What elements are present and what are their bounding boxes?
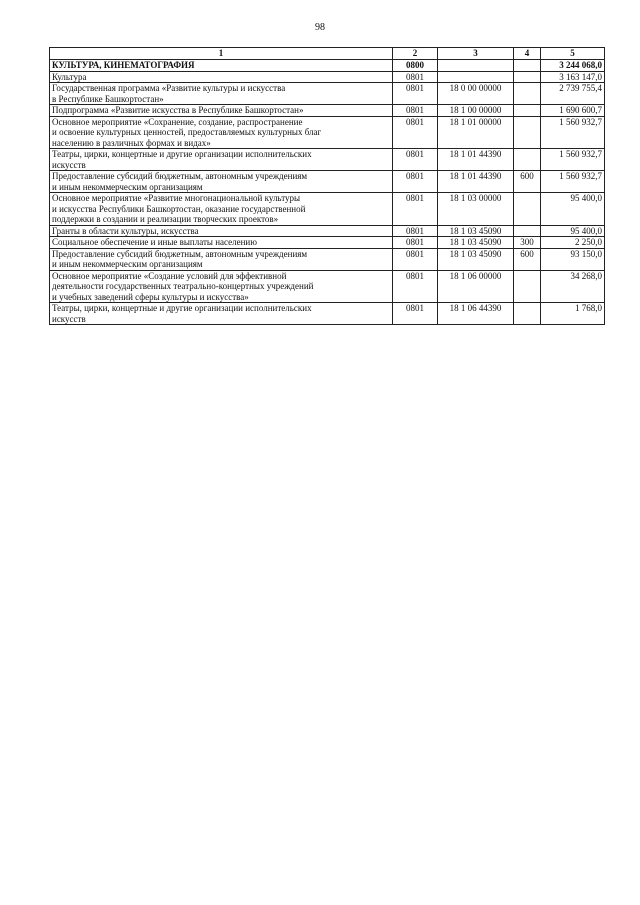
cell-name: Предоставление субсидий бюджетным, автономным учреждениям и иным некоммерческим организациям (50, 171, 393, 193)
cell-type (514, 116, 541, 149)
cell-name: Государственная программа «Развитие культуры и искусства в Республике Башкортостан» (50, 83, 393, 105)
cell-code: 18 1 01 44390 (438, 149, 514, 171)
cell-type (514, 225, 541, 237)
table-row (50, 193, 605, 226)
cell-type (514, 149, 541, 171)
table-row (50, 105, 605, 117)
table-row (50, 303, 605, 325)
cell-section: 0801 (393, 303, 438, 325)
cell-section: 0801 (393, 225, 438, 237)
cell-type (514, 83, 541, 105)
cell-name: Социальное обеспечение и иные выплаты населению (50, 237, 393, 249)
cell-amount: 2 250,0 (541, 237, 605, 249)
cell-name: Театры, цирки, концертные и другие организации исполнительских искусств (50, 149, 393, 171)
table-body (50, 60, 605, 325)
column-header-3: 3 (438, 48, 514, 60)
cell-section: 0801 (393, 270, 438, 303)
cell-code: 18 1 01 00000 (438, 116, 514, 149)
cell-name: Гранты в области культуры, искусства (50, 225, 393, 237)
cell-type: 300 (514, 237, 541, 249)
cell-name: Предоставление субсидий бюджетным, автономным учреждениям и иным некоммерческим организациям (50, 248, 393, 270)
cell-name: Подпрограмма «Развитие искусства в Республике Башкортостан» (50, 105, 393, 117)
cell-name: Культура (50, 71, 393, 83)
cell-type: 600 (514, 171, 541, 193)
cell-section: 0801 (393, 171, 438, 193)
column-header-4: 4 (514, 48, 541, 60)
cell-section: 0800 (393, 60, 438, 72)
cell-code: 18 1 00 00000 (438, 105, 514, 117)
cell-amount: 1 560 932,7 (541, 171, 605, 193)
cell-code: 18 1 03 45090 (438, 237, 514, 249)
cell-name: Театры, цирки, концертные и другие организации исполнительских искусств (50, 303, 393, 325)
cell-code: 18 0 00 00000 (438, 83, 514, 105)
cell-amount: 1 690 600,7 (541, 105, 605, 117)
cell-section: 0801 (393, 193, 438, 226)
cell-section: 0801 (393, 149, 438, 171)
cell-code (438, 60, 514, 72)
cell-code: 18 1 03 00000 (438, 193, 514, 226)
cell-amount: 3 244 068,0 (541, 60, 605, 72)
cell-amount: 34 268,0 (541, 270, 605, 303)
table-row (50, 270, 605, 303)
table-row (50, 225, 605, 237)
cell-amount: 1 768,0 (541, 303, 605, 325)
cell-code: 18 1 01 44390 (438, 171, 514, 193)
table-row (50, 71, 605, 83)
cell-name: Основное мероприятие «Сохранение, создание, распространение и освоение культурных ценностей, предоставляемых культурных благ населению в различных формах и видах» (50, 116, 393, 149)
table-row (50, 83, 605, 105)
cell-amount: 2 739 755,4 (541, 83, 605, 105)
cell-amount: 95 400,0 (541, 225, 605, 237)
page-number: 98 (315, 22, 325, 33)
cell-section: 0801 (393, 105, 438, 117)
cell-amount: 93 150,0 (541, 248, 605, 270)
table-header-row (50, 48, 605, 60)
cell-section: 0801 (393, 248, 438, 270)
budget-table (49, 47, 605, 325)
cell-code (438, 71, 514, 83)
table-row (50, 116, 605, 149)
cell-code: 18 1 06 00000 (438, 270, 514, 303)
cell-type (514, 270, 541, 303)
cell-type (514, 60, 541, 72)
table-row (50, 149, 605, 171)
cell-section: 0801 (393, 116, 438, 149)
cell-type (514, 105, 541, 117)
cell-amount: 3 163 147,0 (541, 71, 605, 83)
cell-section: 0801 (393, 71, 438, 83)
cell-code: 18 1 06 44390 (438, 303, 514, 325)
cell-code: 18 1 03 45090 (438, 248, 514, 270)
cell-name: Основное мероприятие «Развитие многонациональной культуры и искусства Республики Башкортостан, оказание государственной поддержки в создании и реализации творческих проектов» (50, 193, 393, 226)
cell-name: Основное мероприятие «Создание условий для эффективной деятельности государственных театрально-концертных учреждений и учебных заведений сферы культуры и искусства» (50, 270, 393, 303)
cell-name: КУЛЬТУРА, КИНЕМАТОГРАФИЯ (50, 60, 393, 72)
cell-type (514, 193, 541, 226)
column-header-5: 5 (541, 48, 605, 60)
table-row (50, 237, 605, 249)
cell-type (514, 303, 541, 325)
cell-amount: 1 560 932,7 (541, 116, 605, 149)
column-header-2: 2 (393, 48, 438, 60)
table-row (50, 248, 605, 270)
column-header-1: 1 (50, 48, 393, 60)
cell-amount: 95 400,0 (541, 193, 605, 226)
cell-type (514, 71, 541, 83)
cell-section: 0801 (393, 237, 438, 249)
cell-amount: 1 560 932,7 (541, 149, 605, 171)
cell-section: 0801 (393, 83, 438, 105)
table-row (50, 60, 605, 72)
cell-code: 18 1 03 45090 (438, 225, 514, 237)
cell-type: 600 (514, 248, 541, 270)
table-row (50, 171, 605, 193)
